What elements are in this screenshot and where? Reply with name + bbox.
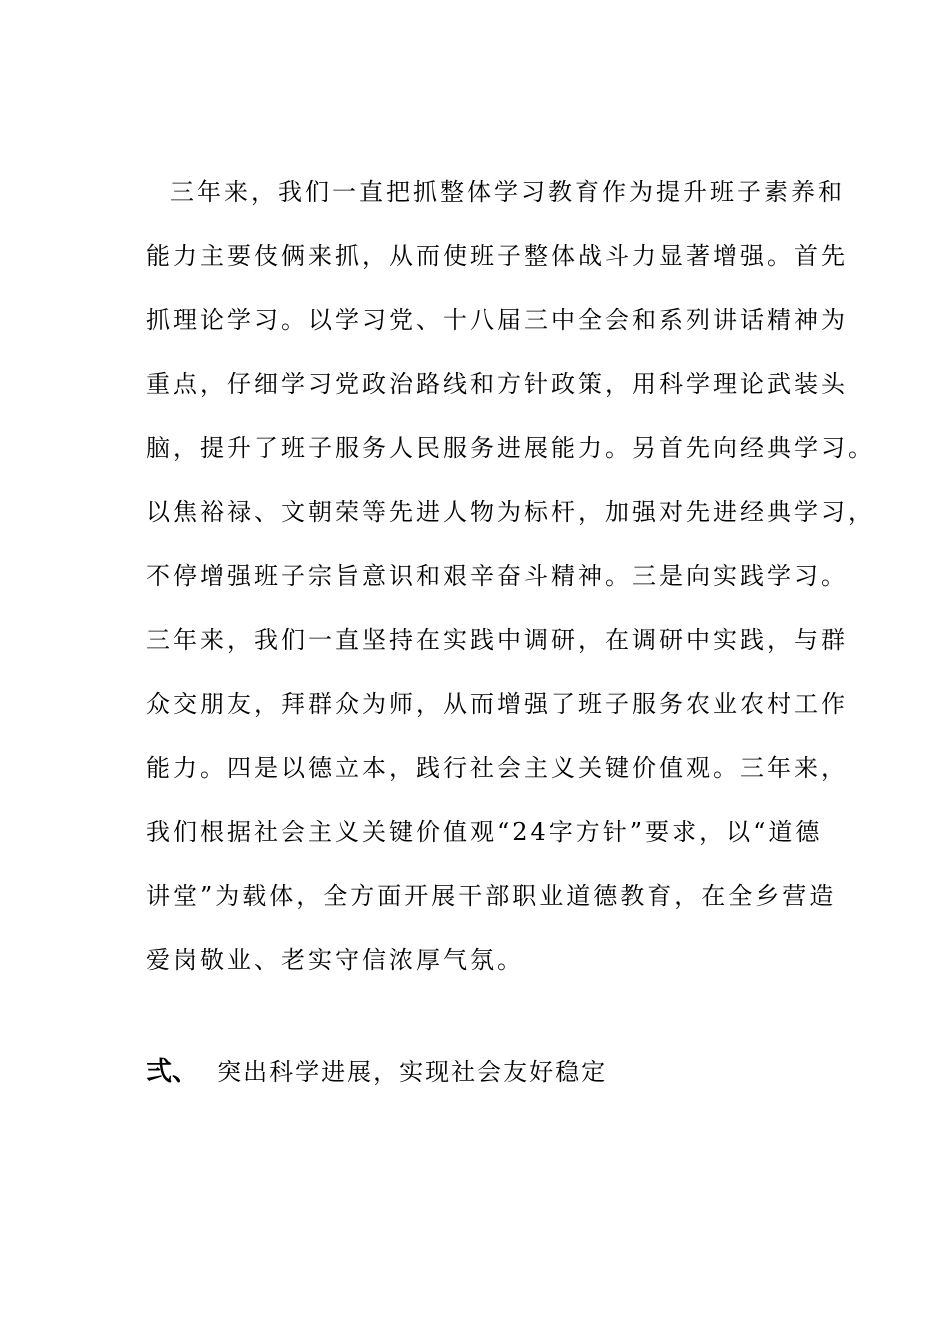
paragraph-line: 脑，提升了班子服务人民服务进展能力。另首先向经典学习。 (146, 434, 875, 462)
paragraph-line: 重点，仔细学习党政治路线和方针政策，用科学理论武装头 (146, 370, 848, 398)
paragraph-line: 抓理论学习。以学习党、十八届三中全会和系列讲话精神为 (146, 306, 848, 334)
paragraph-line: 不停增强班子宗旨意识和艰辛奋斗精神。三是向实践学习。 (146, 562, 848, 590)
paragraph-line: 能力主要伎俩来抓，从而使班子整体战斗力显著增强。首先 (146, 242, 848, 270)
paragraph-line: 三年来，我们一直把抓整体学习教育作为提升班子素养和 (170, 178, 845, 206)
paragraph-line: 爱岗敬业、老实守信浓厚气氛。 (146, 946, 524, 974)
paragraph-line: 以焦裕禄、文朝荣等先进人物为标杆，加强对先进经典学习， (146, 498, 875, 526)
paragraph-line: 众交朋友，拜群众为师，从而增强了班子服务农业农村工作 (146, 690, 848, 718)
paragraph-line: 讲堂”为载体，全方面开展干部职业道德教育，在全乡营造 (146, 882, 837, 910)
body-paragraph (146, 160, 875, 992)
paragraph-line: 我们根据社会主义关键价值观“24字方针”要求，以“道德 (146, 818, 823, 846)
section-number: 弍、 (146, 1057, 199, 1087)
section-heading (146, 1048, 607, 1096)
paragraph-line: 能力。四是以德立本，践行社会主义关键价值观。三年来， (146, 754, 848, 782)
paragraph-line: 三年来，我们一直坚持在实践中调研，在调研中实践，与群 (146, 626, 848, 654)
section-title: 突出科学进展，实现社会友好稳定 (217, 1058, 608, 1086)
